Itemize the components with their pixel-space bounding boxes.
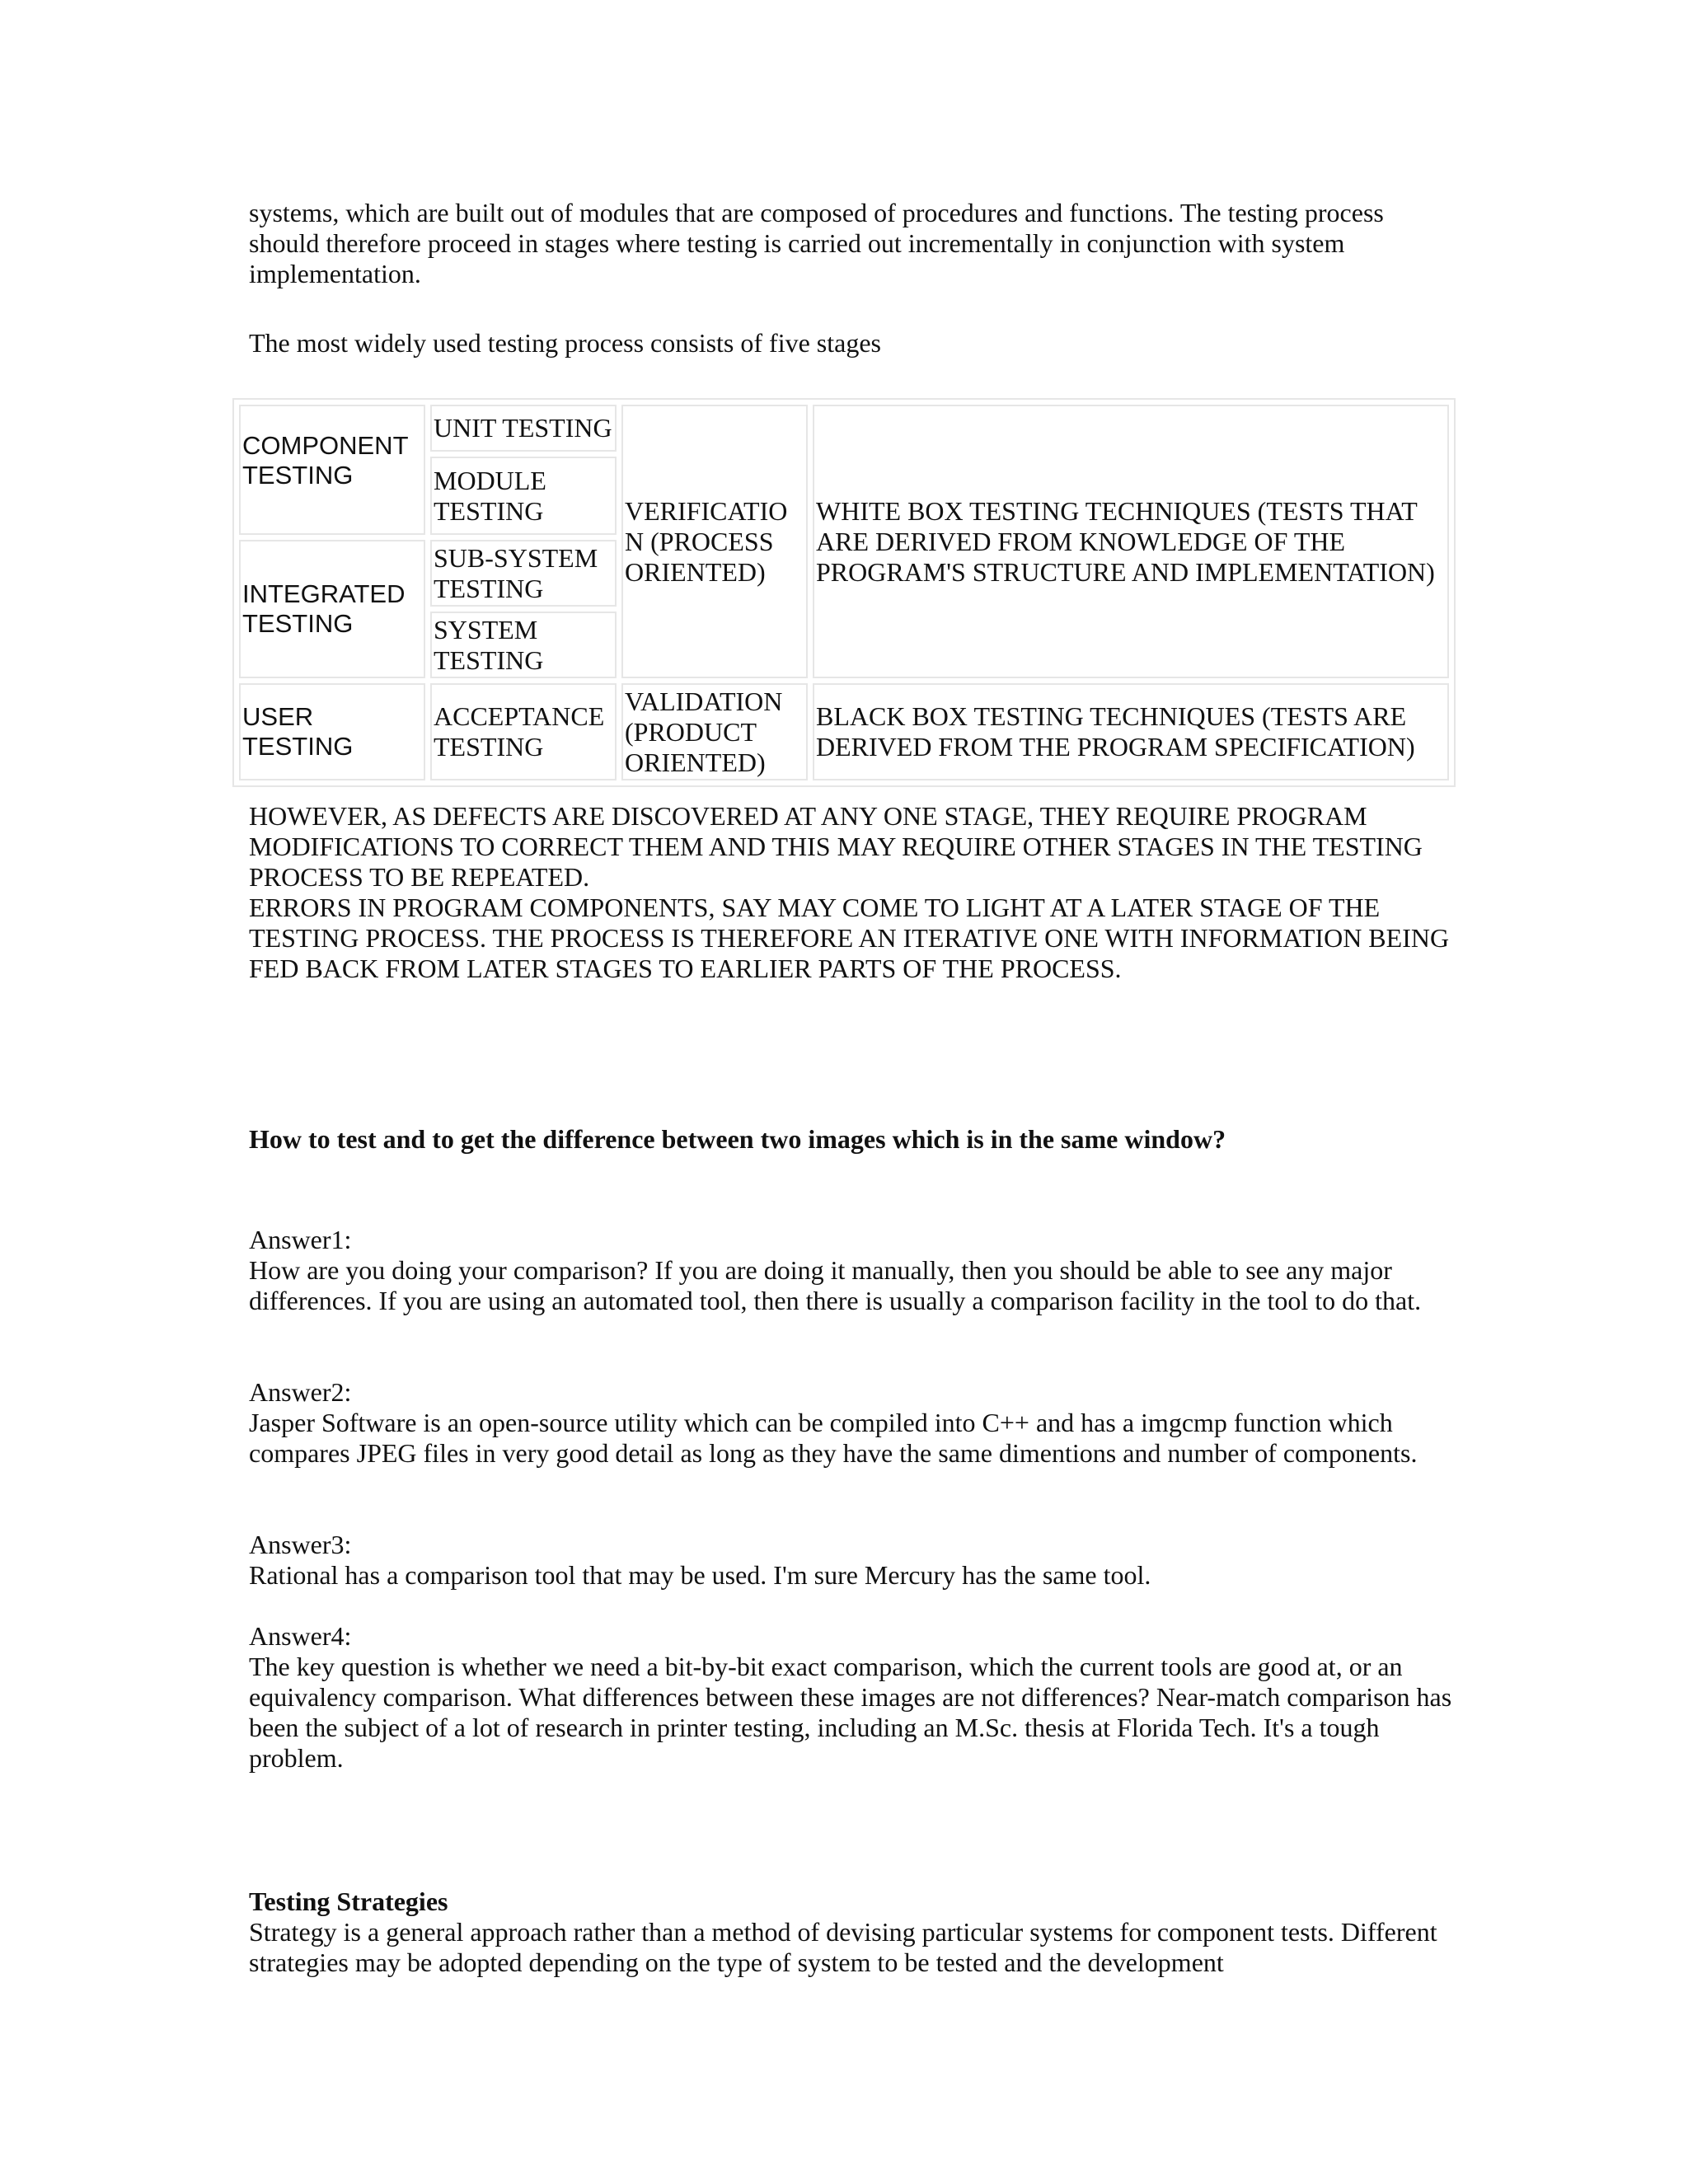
testing-stages-table (232, 398, 1456, 787)
validation-cell (621, 683, 808, 780)
answer-2-text: Jasper Software is an open-source utility which can be compiled into C++ and has a imgcmp function which compares JPEG files in very good detail as long as they have the same dimentions and number of components. (249, 1408, 1418, 1468)
answer-4-label: Answer4: (249, 1621, 352, 1651)
unit-testing-label: UNIT TESTING (434, 413, 612, 443)
answer-1 (249, 1225, 1452, 1316)
component-testing-cell (239, 405, 425, 535)
component-testing-label: COMPONENT TESTING (242, 431, 408, 490)
testing-strategies-text: Strategy is a general approach rather than a method of devising particular systems for component tests. Different strategies may be adopted depending on the type of system to be tested and the development (249, 1917, 1437, 1977)
integrated-testing-label: INTEGRATED TESTING (242, 579, 406, 638)
system-testing-label: SYSTEM TESTING (434, 614, 544, 675)
user-testing-label: USER TESTING (242, 702, 354, 761)
answer-1-label: Answer1: (249, 1225, 352, 1254)
acceptance-testing-cell (430, 683, 617, 780)
defects-line-2: ERRORS IN PROGRAM COMPONENTS, SAY MAY COME TO LIGHT AT A LATER STAGE OF THE TESTING PROCESS. THE PROCESS IS THEREFORE AN ITERATIVE ONE WITH INFORMATION BEING FED BACK FROM LATER STAGES TO EARLIER PARTS OF THE PROCESS. (249, 893, 1450, 983)
verification-cell (621, 405, 808, 678)
unit-testing-cell (430, 405, 617, 452)
subsystem-testing-cell (430, 540, 617, 607)
answer-4-text: The key question is whether we need a bit-by-bit exact comparison, which the current tools are good at, or an equivalency comparison. What differences between these images are not differences? Near-match comparison has been the subject of a lot of research in printer testing, including an M.Sc. thesis at Florida Tech. It's a tough problem. (249, 1652, 1452, 1773)
integrated-testing-cell (239, 540, 425, 678)
answer-2-label: Answer2: (249, 1377, 352, 1407)
answer-4 (249, 1621, 1452, 1774)
testing-strategies-heading: Testing Strategies (249, 1886, 448, 1916)
black-box-cell (813, 683, 1449, 780)
module-testing-label: MODULE TESTING (434, 465, 546, 526)
answer-3-text: Rational has a comparison tool that may be used. I'm sure Mercury has the same tool. (249, 1560, 1151, 1590)
testing-strategies-section (249, 1886, 1452, 1978)
question-heading: How to test and to get the difference between two images which is in the same window? (249, 1124, 1226, 1154)
defects-line-1: HOWEVER, AS DEFECTS ARE DISCOVERED AT ANY ONE STAGE, THEY REQUIRE PROGRAM MODIFICATIONS TO CORRECT THEM AND THIS MAY REQUIRE OTHER STAGES IN THE TESTING PROCESS TO BE REPEATED. (249, 801, 1423, 892)
answer-3-label: Answer3: (249, 1530, 352, 1559)
verification-label: VERIFICATIO N (PROCESS ORIENTED) (625, 495, 788, 587)
module-testing-cell (430, 457, 617, 535)
defects-paragraph (249, 801, 1452, 984)
validation-label: VALIDATION (PRODUCT ORIENTED) (625, 686, 783, 777)
acceptance-testing-label: ACCEPTANCE TESTING (434, 701, 605, 762)
white-box-cell (813, 405, 1449, 678)
stages-sentence: The most widely used testing process consists of five stages (249, 328, 881, 358)
subsystem-testing-label: SUB-SYSTEM TESTING (434, 542, 598, 603)
answer-2 (249, 1377, 1452, 1469)
answer-1-text: How are you doing your comparison? If you are doing it manually, then you should be able to see any major differences. If you are using an automated tool, then there is usually a comparison facility in the tool to do that. (249, 1255, 1422, 1315)
white-box-label: WHITE BOX TESTING TECHNIQUES (TESTS THAT ARE DERIVED FROM KNOWLEDGE OF THE PROGRAM'S STRUCTURE AND IMPLEMENTATION) (816, 495, 1435, 587)
answer-3 (249, 1530, 1452, 1591)
user-testing-cell (239, 683, 425, 780)
system-testing-cell (430, 612, 617, 678)
intro-paragraph: systems, which are built out of modules that are composed of procedures and functions. The testing process should therefore proceed in stages where testing is carried out incrementally in conjunction with system implementation. (249, 198, 1384, 288)
black-box-label: BLACK BOX TESTING TECHNIQUES (TESTS ARE DERIVED FROM THE PROGRAM SPECIFICATION) (816, 701, 1415, 762)
